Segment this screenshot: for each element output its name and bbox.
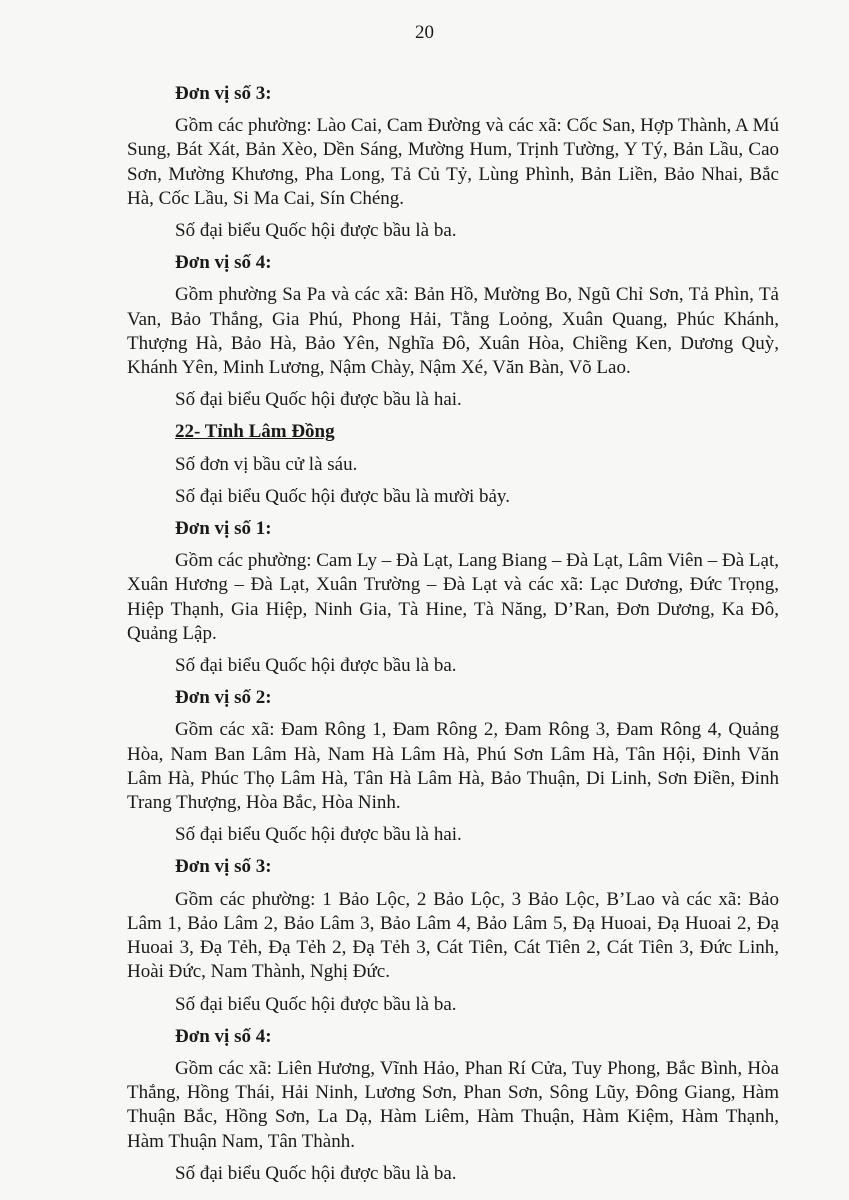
unit-composition: Gồm các phường: Lào Cai, Cam Đường và các xã: Cốc San, Hợp Thành, A Mú Sung, Bát Xát, Bản Xèo, Dền Sáng, Mường Hum, Trịnh Tường, Y Tý, Bản Lầu, Cao Sơn, Mường Khương, Pha Long, Tả Củ Tỷ, Lùng Phình, Bản Liền, Bảo Nhai, Bắc Hà, Cốc Lầu, Si Ma Cai, Sín Chéng.	[127, 115, 779, 209]
document-body	[127, 82, 779, 1194]
province-block-lam-dong	[127, 420, 779, 509]
unit-composition: Gồm các phường: 1 Bảo Lộc, 2 Bảo Lộc, 3 Bảo Lộc, B’Lao và các xã: Bảo Lâm 1, Bảo Lâm 2, Bảo Lâm 3, Bảo Lâm 4, Bảo Lâm 5, Đạ Huoai, Đạ Huoai 2, Đạ Huoai 3, Đạ Tẻh, Đạ Tẻh 2, Đạ Tẻh 3, Cát Tiên, Cát Tiên 2, Cát Tiên 3, Đức Linh, Hoài Đức, Nam Thành, Nghị Đức.	[127, 888, 779, 983]
unit-block-lam-dong-2	[127, 686, 779, 847]
province-title: 22- Tỉnh Lâm Đồng	[175, 421, 335, 443]
unit-block-lam-dong-4	[127, 1025, 779, 1186]
unit-block-lao-cai-4	[127, 251, 779, 412]
unit-deputies: Số đại biểu Quốc hội được bầu là ba.	[175, 993, 457, 1015]
unit-deputies: Số đại biểu Quốc hội được bầu là ba.	[175, 655, 457, 677]
unit-deputies: Số đại biểu Quốc hội được bầu là hai.	[175, 824, 462, 846]
unit-heading: Đơn vị số 4:	[175, 1025, 272, 1047]
unit-heading: Đơn vị số 3:	[175, 856, 272, 878]
unit-deputies: Số đại biểu Quốc hội được bầu là ba.	[175, 1162, 457, 1184]
unit-heading: Đơn vị số 1:	[175, 518, 272, 540]
unit-heading: Đơn vị số 2:	[175, 687, 272, 709]
unit-composition: Gồm các xã: Đam Rông 1, Đam Rông 2, Đam Rông 3, Đam Rông 4, Quảng Hòa, Nam Ban Lâm Hà, Nam Hà Lâm Hà, Phú Sơn Lâm Hà, Tân Hội, Đinh Văn Lâm Hà, Phúc Thọ Lâm Hà, Tân Hà Lâm Hà, Bảo Thuận, Di Linh, Sơn Điền, Đinh Trang Thượng, Hòa Bắc, Hòa Ninh.	[127, 719, 779, 814]
unit-composition: Gồm các xã: Liên Hương, Vĩnh Hảo, Phan Rí Cửa, Tuy Phong, Bắc Bình, Hòa Thắng, Hồng Thái, Hải Ninh, Lương Sơn, Phan Sơn, Sông Lũy, Đông Giang, Hàm Thuận Bắc, Hồng Sơn, La Dạ, Hàm Liêm, Hàm Thuận, Hàm Kiệm, Hàm Thạnh, Hàm Thuận Nam, Tân Thành.	[127, 1057, 779, 1152]
unit-heading: Đơn vị số 3:	[175, 83, 272, 104]
unit-block-lam-dong-1	[127, 517, 779, 678]
unit-deputies: Số đại biểu Quốc hội được bầu là ba.	[175, 220, 457, 242]
unit-composition: Gồm phường Sa Pa và các xã: Bản Hồ, Mường Bo, Ngũ Chỉ Sơn, Tả Phìn, Tả Van, Bảo Thắng, Gia Phú, Phong Hải, Tằng Loỏng, Xuân Quang, Phúc Khánh, Thượng Hà, Bảo Hà, Bảo Yên, Nghĩa Đô, Xuân Hòa, Chiềng Ken, Dương Quỳ, Khánh Yên, Minh Lương, Nậm Chày, Nậm Xé, Văn Bàn, Võ Lao.	[127, 284, 779, 379]
unit-heading: Đơn vị số 4:	[175, 252, 272, 274]
province-units-count: Số đơn vị bầu cử là sáu.	[175, 453, 358, 475]
page-number: 20	[415, 22, 434, 43]
unit-composition: Gồm các phường: Cam Ly – Đà Lạt, Lang Biang – Đà Lạt, Lâm Viên – Đà Lạt, Xuân Hương – Đà Lạt, Xuân Trường – Đà Lạt và các xã: Lạc Dương, Đức Trọng, Hiệp Thạnh, Gia Hiệp, Ninh Gia, Tà Hine, Tà Năng, D’Ran, Đơn Dương, Ka Đô, Quảng Lập.	[127, 550, 779, 644]
unit-block-lao-cai-3	[127, 82, 779, 243]
unit-block-lam-dong-3	[127, 855, 779, 1016]
province-deputies-total: Số đại biểu Quốc hội được bầu là mười bảy.	[175, 485, 510, 507]
unit-deputies: Số đại biểu Quốc hội được bầu là hai.	[175, 389, 462, 411]
